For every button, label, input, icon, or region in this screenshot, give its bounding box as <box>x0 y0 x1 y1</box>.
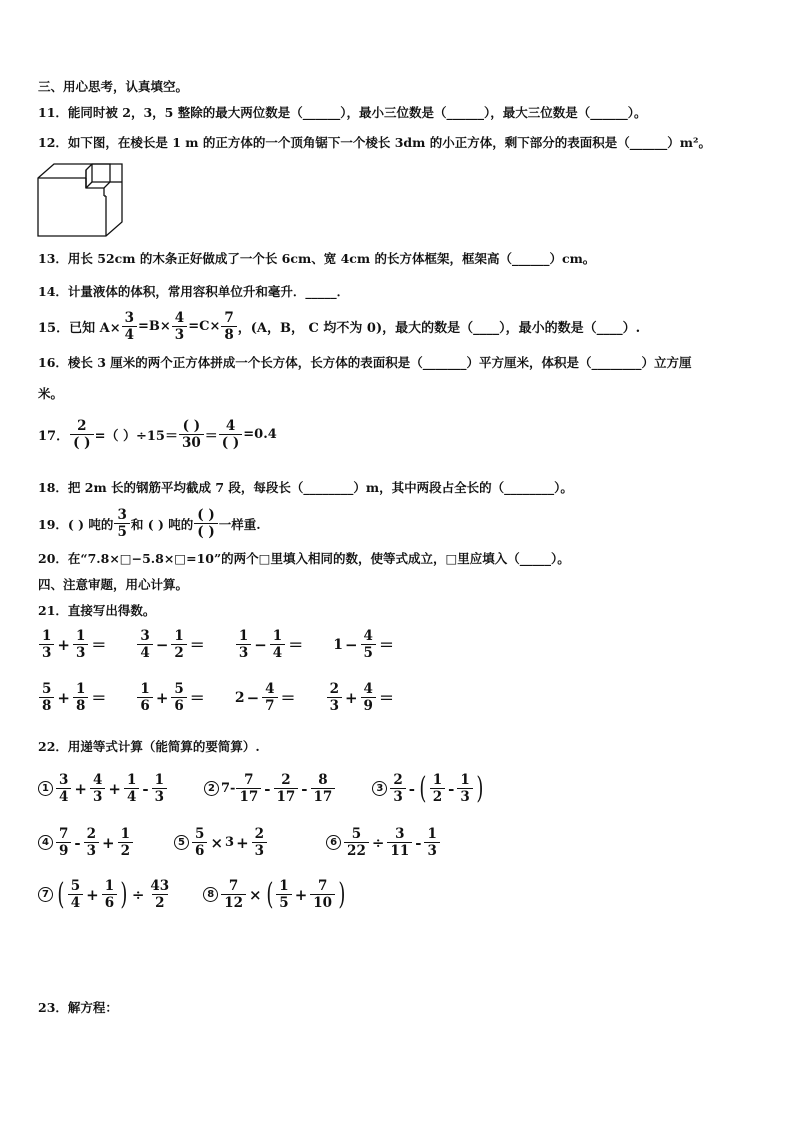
fraction: $\frac{2}{17}$ <box>274 772 299 805</box>
q17-text1: =（ ）÷15＝ <box>94 429 178 444</box>
fraction: $\frac{5}{4}$ <box>68 878 83 911</box>
circled-number-8: 8 <box>203 887 218 902</box>
fraction: $\frac{1}{3}$ <box>73 628 88 661</box>
divide-sign: ÷ <box>131 885 145 904</box>
minus-sign: - <box>74 833 81 852</box>
section-3-heading: 三、用心思考，认真填空。 <box>38 79 189 94</box>
operator: − <box>344 635 358 654</box>
q19-text2: 和 ( ) 吨的 <box>130 516 194 532</box>
number-three: 3 <box>225 835 235 850</box>
fraction: $\frac{3}{11}$ <box>387 826 412 859</box>
oral-calc-item <box>235 628 305 661</box>
oral-calc-item <box>333 628 396 661</box>
question-21: 21．直接写出得数。 <box>38 603 156 618</box>
q15-suffix: ，(A，B， C 均不为 0)，最大的数是（____），最小的数是（____）. <box>237 321 641 336</box>
circled-number-6: 6 <box>326 835 341 850</box>
plus-sign: + <box>74 779 87 798</box>
fraction: $\frac{2}{3}$ <box>84 826 99 859</box>
plus-sign: + <box>108 779 121 798</box>
fraction: $\frac{1}{2}$ <box>171 628 186 661</box>
fraction: $\frac{1}{6}$ <box>102 878 117 911</box>
equals-sign: ＝ <box>288 636 304 654</box>
question-22: 22．用递等式计算（能简算的要简算）. <box>38 739 260 754</box>
right-paren: ) <box>120 876 128 912</box>
fraction: $\frac{7}{17}$ <box>236 772 261 805</box>
fraction: $\frac{7}{12}$ <box>221 878 246 911</box>
fraction: $\frac{43}{2}$ <box>150 878 170 911</box>
q15-prefix: 15．已知 A× <box>38 321 121 336</box>
oral-calc-item <box>235 681 298 714</box>
fraction: $\frac{1}{5}$ <box>276 878 291 911</box>
fraction: $\frac{3}{4}$ <box>56 772 71 805</box>
question-14: 14．计量液体的体积，常用容积单位升和毫升．_____． <box>38 284 350 299</box>
section-4-heading: 四、注意审题，用心计算。 <box>38 577 189 592</box>
fraction: $\frac{5}{6}$ <box>192 826 207 859</box>
fraction: $\frac{4}{9}$ <box>361 681 376 714</box>
operator: + <box>57 635 70 654</box>
q19-text1: 19．( ) 吨的 <box>38 516 114 532</box>
fraction: $\frac{4}{5}$ <box>361 628 376 661</box>
question-18: 18．把 2m 长的钢筋平均截成 7 段，每段长（________）m，其中两段占全长的（________）。 <box>38 480 573 495</box>
fraction: $\frac{4}{3}$ <box>172 310 187 343</box>
circled-number-3: 3 <box>372 781 387 796</box>
question-16-continued: 米。 <box>38 386 64 401</box>
left-paren: ( <box>57 876 65 912</box>
minus-sign: - <box>142 779 149 798</box>
plus-sign: + <box>86 885 99 904</box>
fraction: $\frac{5}{8}$ <box>39 681 54 714</box>
fraction: $\frac{5}{22}$ <box>344 826 369 859</box>
circled-number-1: 1 <box>38 781 53 796</box>
oral-calc-item <box>136 628 206 661</box>
oral-calc-item <box>38 681 108 714</box>
operator: − <box>254 635 267 654</box>
fraction: $\frac{3}{4}$ <box>122 310 137 343</box>
plus-sign: + <box>294 885 308 904</box>
fraction: $\frac{4}{7}$ <box>262 681 277 714</box>
q22-row-2 <box>38 826 441 859</box>
minus-sign: - <box>408 779 415 798</box>
question-16: 16．棱长 3 厘米的两个正方体拼成一个长方体，长方体的表面积是（_______）平方厘米，体积是（________）立方厘 <box>38 355 692 370</box>
fraction: $\frac{( )}{( )}$ <box>194 507 217 540</box>
left-paren: ( <box>265 876 273 912</box>
fraction: $\frac{1}{2}$ <box>430 772 445 805</box>
fraction: $\frac{1}{3}$ <box>457 772 472 805</box>
oral-calc-item <box>326 681 396 714</box>
times-sign: × <box>210 833 224 852</box>
fraction: $\frac{( )}{30}$ <box>179 418 204 451</box>
q15-mid2: =C× <box>188 319 221 334</box>
equals-sign: ＝ <box>91 636 107 654</box>
fraction: $\frac{1}{3}$ <box>152 772 167 805</box>
question-12: 12．如下图，在棱长是 1 m 的正方体的一个顶角锯下一个棱长 3dm 的小正方体，剩下部分的表面积是（______）m²。 <box>38 135 711 150</box>
q21-row-1 <box>38 628 424 661</box>
question-23: 23．解方程： <box>38 1000 118 1015</box>
fraction: $\frac{4}{( )}$ <box>219 418 242 451</box>
circled-number-5: 5 <box>174 835 189 850</box>
fraction: $\frac{2}{3}$ <box>327 681 342 714</box>
fraction: $\frac{1}{8}$ <box>73 681 88 714</box>
right-paren: ) <box>476 770 484 806</box>
fraction: $\frac{5}{6}$ <box>171 681 186 714</box>
plus-sign: + <box>236 833 249 852</box>
equals-sign: ＝ <box>378 636 394 654</box>
equals-sign: ＝ <box>280 689 296 707</box>
fraction: $\frac{2}{3}$ <box>390 772 405 805</box>
divide-sign: ÷ <box>371 833 385 852</box>
circled-number-7: 7 <box>38 887 53 902</box>
fraction: $\frac{7}{9}$ <box>56 826 71 859</box>
fraction: $\frac{2}{( )}$ <box>70 418 93 451</box>
fraction: $\frac{8}{17}$ <box>311 772 336 805</box>
fraction: $\frac{2}{3}$ <box>252 826 267 859</box>
equals-sign: ＝ <box>91 689 107 707</box>
q22-row-3 <box>38 878 348 911</box>
question-19 <box>38 507 261 540</box>
minus-sign: - <box>264 779 271 798</box>
circled-number-4: 4 <box>38 835 53 850</box>
fraction: $\frac{1}{3}$ <box>39 628 54 661</box>
plus-sign: + <box>102 833 115 852</box>
whole-number: 2 <box>234 689 245 706</box>
q21-row-2 <box>38 681 424 714</box>
fraction: $\frac{1}{2}$ <box>118 826 133 859</box>
fraction: $\frac{1}{6}$ <box>137 681 152 714</box>
equals-sign: ＝ <box>378 689 394 707</box>
fraction: $\frac{1}{3}$ <box>236 628 251 661</box>
whole-number: 1 <box>333 636 343 653</box>
right-paren: ) <box>338 876 346 912</box>
oral-calc-item <box>136 681 206 714</box>
minus-sign: - <box>301 779 308 798</box>
operator: − <box>246 688 260 707</box>
minus-sign: - <box>448 779 455 798</box>
fraction: $\frac{3}{5}$ <box>114 507 129 540</box>
seven-minus: 7- <box>221 781 236 796</box>
q22-row-1 <box>38 772 485 805</box>
cube-diagram <box>36 160 126 240</box>
q15-mid1: =B× <box>138 319 171 334</box>
question-17 <box>38 418 277 451</box>
q17-text3: =0.4 <box>243 427 277 442</box>
minus-sign: - <box>415 833 422 852</box>
q17-text2: ＝ <box>204 429 218 444</box>
operator: − <box>155 635 169 654</box>
question-15 <box>38 310 640 343</box>
fraction: $\frac{1}{3}$ <box>424 826 439 859</box>
q19-text3: 一样重. <box>218 516 261 532</box>
q17-label: 17． <box>38 429 70 444</box>
times-sign: × <box>249 885 262 904</box>
operator: + <box>155 688 169 707</box>
question-13: 13．用长 52cm 的木条正好做成了一个长 6cm、宽 4cm 的长方体框架，框架高（______）cm。 <box>38 251 596 266</box>
oral-calc-item <box>38 628 108 661</box>
fraction: $\frac{4}{3}$ <box>90 772 105 805</box>
fraction: $\frac{7}{10}$ <box>310 878 335 911</box>
fraction: $\frac{7}{8}$ <box>221 310 236 343</box>
fraction: $\frac{1}{4}$ <box>124 772 139 805</box>
question-20: 20．在“7.8×□−5.8×□=10”的两个□里填入相同的数，使等式成立，□里应填入（_____）。 <box>38 551 570 566</box>
fraction: $\frac{3}{4}$ <box>137 628 152 661</box>
left-paren: ( <box>419 770 427 806</box>
operator: + <box>344 688 358 707</box>
operator: + <box>57 688 70 707</box>
equals-sign: ＝ <box>189 689 205 707</box>
fraction: $\frac{1}{4}$ <box>270 628 285 661</box>
circled-number-2: 2 <box>204 781 219 796</box>
question-11: 11．能同时被 2，3，5 整除的最大两位数是（______），最小三位数是（______），最大三位数是（______）。 <box>38 105 647 120</box>
equals-sign: ＝ <box>189 636 205 654</box>
